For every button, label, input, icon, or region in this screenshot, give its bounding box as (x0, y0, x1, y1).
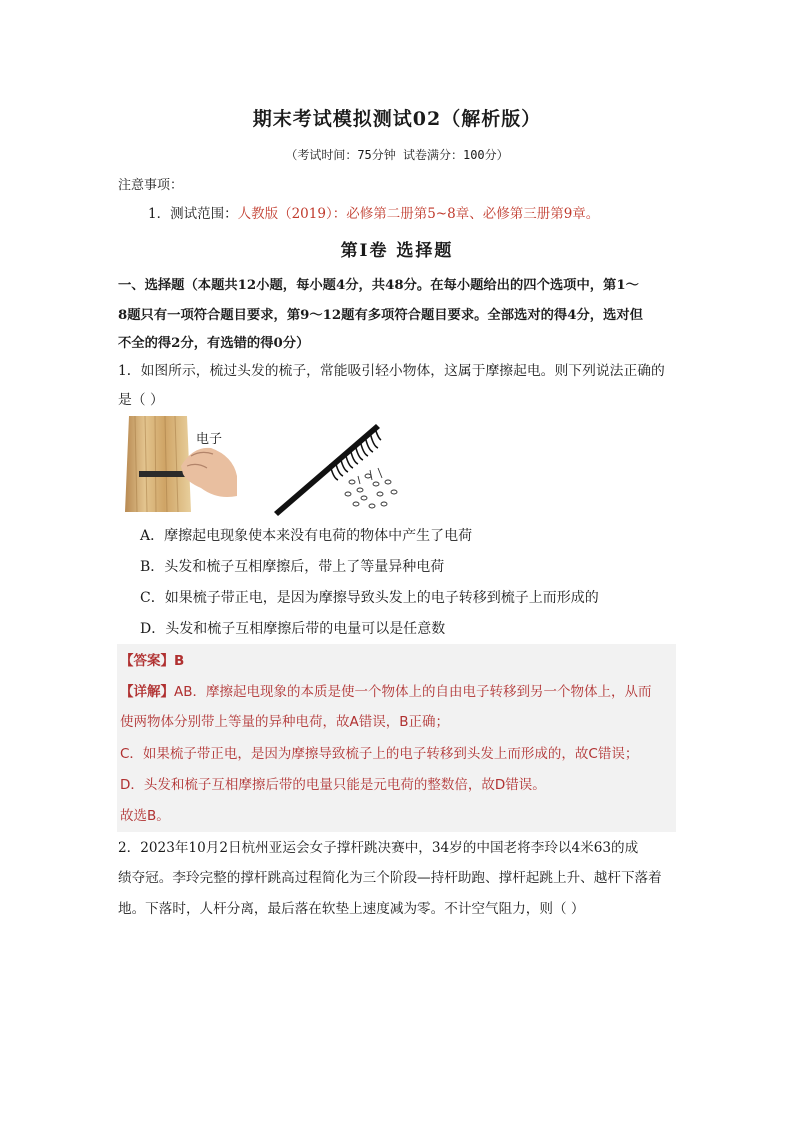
q1-explain-line-1 (120, 682, 652, 702)
q1-option-d: D．头发和梳子互相摩擦后带的电量可以是任意数 (140, 621, 446, 637)
section-title: 第Ⅰ卷 选择题 (340, 241, 454, 261)
answer-value: B (174, 653, 185, 669)
exam-info: （考试时间：75分钟 试卷满分：100分） (285, 148, 509, 162)
q1-stem-line-1: 1．如图所示，梳过头发的梳子，常能吸引轻小物体，这属于摩擦起电。则下列说法正确的 (118, 363, 665, 379)
q1-explain-line-3: C．如果梳子带正电，是因为摩擦导致梳子上的电子转移到头发上而形成的，故C错误； (120, 746, 639, 762)
comb-diagram (268, 420, 408, 518)
q1-conclusion: 故选B。 (120, 808, 170, 824)
q1-answer (120, 651, 184, 671)
q2-stem-line-3: 地。下落时，人杆分离，最后落在软垫上速度减为零。不计空气阻力，则（ ） (118, 901, 585, 917)
q2-stem-line-1: 2．2023年10月2日杭州亚运会女子撑杆跳决赛中，34岁的中国老将李玲以4米63的成 (118, 840, 639, 856)
figure-label-electron: 电子 (196, 432, 223, 447)
answer-box (117, 644, 676, 832)
page-title: 期末考试模拟测试02（解析版） (252, 108, 542, 130)
explain-text-1: AB．摩擦起电现象的本质是使一个物体上的自由电子转移到另一个物体上，从而 (174, 684, 652, 700)
q1-option-c: C．如果梳子带正电，是因为摩擦导致头发上的电子转移到梳子上而形成的 (140, 590, 599, 606)
instructions-line-1: 一、选择题（本题共12小题，每小题4分，共48分。在每小题给出的四个选项中，第1～ (118, 278, 639, 293)
q1-stem-line-2: 是（ ） (118, 392, 164, 408)
q2-stem-line-2: 绩夺冠。李玲完整的撑杆跳高过程简化为三个阶段—持杆助跑、撑杆起跳上升、越杆下落着 (118, 870, 662, 886)
instructions-line-3: 不全的得2分，有选错的得0分） (118, 336, 310, 351)
answer-label: 【答案】 (120, 653, 174, 669)
notes-item-prefix: 1．测试范围： (148, 206, 238, 222)
notes-item-text: 人教版（2019）：必修第二册第5~8章、必修第三册第9章。 (237, 206, 600, 222)
q1-option-a: A．摩擦起电现象使本来没有电荷的物体中产生了电荷 (140, 528, 473, 544)
notes-item (148, 204, 599, 224)
instructions-line-2: 8题只有一项符合题目要求，第9～12题有多项符合题目要求。全部选对的得4分，选对但 (118, 308, 643, 323)
notes-heading: 注意事项： (118, 178, 184, 193)
q1-explain-line-4: D．头发和梳子互相摩擦后带的电量只能是元电荷的整数倍，故D错误。 (120, 777, 546, 793)
q1-explain-line-2: 使两物体分别带上等量的异种电荷，故A错误，B正确； (120, 714, 449, 730)
comb-attraction-diagram (268, 420, 408, 518)
q1-option-b: B．头发和梳子互相摩擦后，带上了等量异种电荷 (140, 559, 445, 575)
explain-label: 【详解】 (120, 684, 174, 700)
